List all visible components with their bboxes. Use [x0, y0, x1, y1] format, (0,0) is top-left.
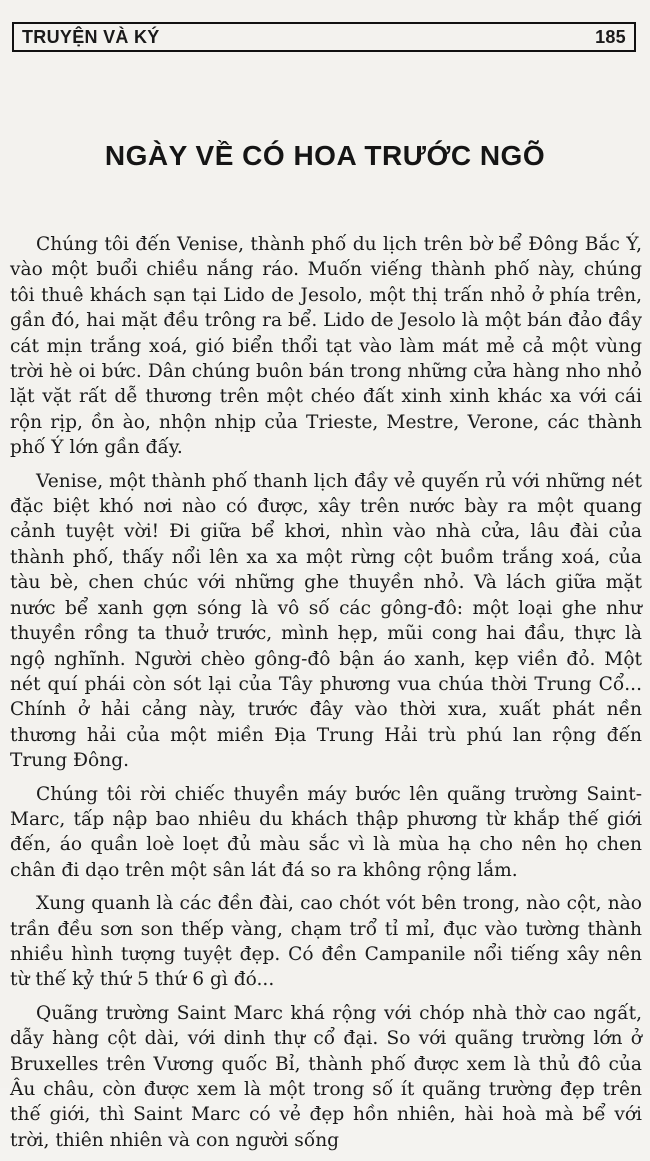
body-text	[10, 232, 642, 1161]
page-number: 185	[595, 26, 626, 47]
paragraph-5: Quãng trường Saint Marc khá rộng với chóp nhà thờ cao ngất, dẫy hàng cột dài, với dinh thự cổ đại. So với quãng trường lớn ở Bruxelles trên Vương quốc Bỉ, thành phố được xem là thủ đô của Âu châu, còn được xem là một trong số ít quãng trường đẹp trên thế giới, thì Saint Marc có vẻ đẹp hồn nhiên, hài hoà mà bể với trời, thiên nhiên và con người sống	[10, 1002, 642, 1151]
section-title: TRUYỆN VÀ KÝ	[22, 26, 160, 47]
running-header	[12, 22, 636, 52]
chapter-title: NGÀY VỀ CÓ HOA TRƯỚC NGÕ	[104, 140, 546, 171]
paragraph-3: Chúng tôi rời chiếc thuyền máy bước lên quãng trường Saint-Marc, tấp nập bao nhiêu du khách thập phương từ khắp thế giới đến, áo quần loè loẹt đủ màu sắc vì là mùa hạ cho nên họ chen chân đi dạo trên một sân lát đá so ra không rộng lắm.	[10, 783, 642, 881]
paragraph-1: Chúng tôi đến Venise, thành phố du lịch trên bờ bể Đông Bắc Ý, vào một buổi chiều nắng ráo. Muốn viếng thành phố này, chúng tôi thuê khách sạn tại Lido de Jesolo, một thị trấn nhỏ ở phía trên, gần đó, hai mặt đều trông ra bể. Lido de Jesolo là một bán đảo đầy cát mịn trắng xoá, gió biển thổi tạt vào làm mát mẻ cả một vùng trời hè oi bức. Dân chúng buôn bán trong những cửa hàng nho nhỏ lặt vặt rất dễ thương trên một chéo đất xinh xinh khác xa với cái rộn rịp, ồn ào, nhộn nhịp của Trieste, Mestre, Verone, các thành phố Ý lớn gần đấy.	[10, 234, 642, 459]
paragraph-2: Venise, một thành phố thanh lịch đầy vẻ quyến rủ với những nét đặc biệt khó nơi nào có được, xây trên nước bày ra một quang cảnh tuyệt vời! Đi giữa bể khơi, nhìn vào nhà cửa, lâu đài của thành phố, thấy nổi lên xa xa một rừng cột buồm trắng xoá, của tàu bè, chen chúc với những ghe thuyền nhỏ. Và lách giữa mặt nước bể xanh gợn sóng là vô số các gông-đô: một loại ghe như thuyền rồng ta thuở trước, mình hẹp, mũi cong hai đầu, thực là ngộ nghĩnh. Người chèo gông-đô bận áo xanh, kẹp viền đỏ. Một nét quí phái còn sót lại của Tây phương vua chúa thời Trung Cổ... Chính ở hải cảng này, trước đây vào thời xưa, xuất phát nền thương hải của một miền Địa Trung Hải trù phú lan rộng đến Trung Đông.	[10, 470, 642, 772]
paragraph-4: Xung quanh là các đền đài, cao chót vót bên trong, nào cột, nào trần đều sơn son thếp vàng, chạm trổ tỉ mỉ, đục vào tường thành nhiều hình tượng tuyệt đẹp. Có đền Campanile nổi tiếng xây nên từ thế kỷ thứ 5 thứ 6 gì đó...	[10, 893, 642, 991]
